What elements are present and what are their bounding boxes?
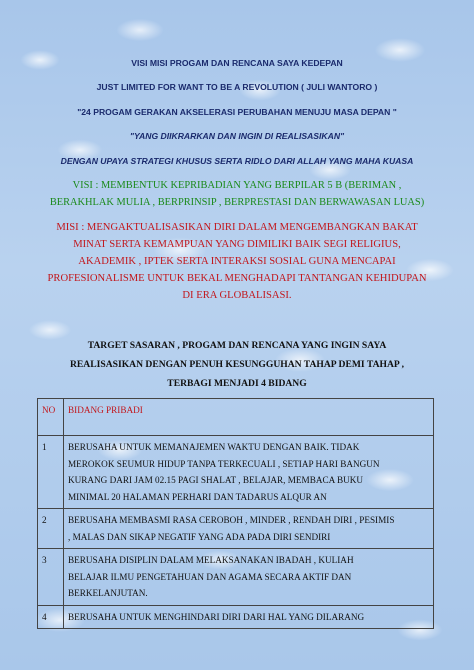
row-text-line: MEROKOK SEUMUR HIDUP TANPA TERKECUALI , SETIAP HARI BANGUN	[68, 458, 380, 469]
header-line-1: VISI MISI PROGAM DAN RENCANA SAYA KEDEPAN	[131, 58, 343, 68]
row-text-line: BERUSAHA UNTUK MENGHINDARI DIRI DARI HAL YANG DILARANG	[68, 611, 365, 622]
misi-line-3: AKADEMIK , IPTEK SERTA INTERAKSI SOSIAL GUNA MENCAPAI	[78, 256, 396, 267]
misi-line-2: MINAT SERTA KEMAMPUAN YANG DIMILIKI BAIK SEGI RELIGIUS,	[73, 239, 401, 250]
header-line-3: "24 PROGAM GERAKAN AKSELERASI PERUBAHAN MENUJU MASA DEPAN "	[77, 107, 397, 117]
row-text-line: BELAJAR ILMU PENGETAHUAN DAN AGAMA SECARA AKTIF DAN	[68, 571, 352, 582]
table-row	[38, 436, 434, 509]
row-text	[64, 509, 434, 549]
misi-line-5: DI ERA GLOBALISASI.	[182, 290, 292, 301]
target-line-2: REALISASIKAN DENGAN PENUH KESUNGGUHAN TAHAP DEMI TAHAP ,	[69, 359, 405, 370]
misi-line-1: MISI : MENGAKTUALISASIKAN DIRI DALAM MENGEMBANGKAN BAKAT	[56, 222, 418, 233]
visi-line-2: BERAKHLAK MULIA , BERPRINSIP , BERPRESTASI DAN BERWAWASAN LUAS)	[49, 197, 425, 208]
row-text-line: BERUSAHA UNTUK MEMANAJEMEN WAKTU DENGAN BAIK. TIDAK	[68, 442, 360, 452]
bidang-table	[37, 398, 434, 629]
row-text	[64, 605, 434, 629]
header-line-4: "YANG DIIKRARKAN DAN INGIN DI REALISASIKAN"	[129, 131, 345, 141]
column-header-no: NO	[38, 399, 64, 436]
row-text-line: BERUSAHA DISIPLIN DALAM MELAKSANAKAN IBADAH , KULIAH	[68, 555, 354, 565]
header-line-2: JUST LIMITED FOR WANT TO BE A REVOLUTION ( JULI WANTORO )	[96, 82, 378, 92]
column-header-bidang: BIDANG PRIBADI	[64, 399, 434, 436]
table-row	[38, 549, 434, 606]
row-text	[64, 436, 434, 509]
table-header-row	[38, 399, 434, 436]
table-row	[38, 605, 434, 629]
row-text-line: , MALAS DAN SIKAP NEGATIF YANG ADA PADA DIRI SENDIRI	[68, 531, 331, 542]
row-text-line: BERUSAHA MEMBASMI RASA CEROBOH , MINDER , RENDAH DIRI , PESIMIS	[68, 515, 395, 525]
row-number: 1	[38, 436, 64, 509]
table-row	[38, 509, 434, 549]
row-number: 3	[38, 549, 64, 606]
row-text	[64, 549, 434, 606]
target-line-1: TARGET SASARAN , PROGAM DAN RENCANA YANG INGIN SAYA	[87, 340, 387, 351]
row-number: 4	[38, 605, 64, 629]
target-line-3: TERBAGI MENJADI 4 BIDANG	[167, 378, 307, 389]
row-text-line: BERKELANJUTAN.	[68, 588, 148, 598]
header-line-5: DENGAN UPAYA STRATEGI KHUSUS SERTA RIDLO DARI ALLAH YANG MAHA KUASA	[60, 156, 414, 166]
visi-line-1: VISI : MEMBENTUK KEPRIBADIAN YANG BERPILAR 5 B (BERIMAN ,	[72, 180, 402, 191]
row-number: 2	[38, 509, 64, 549]
misi-line-4: PROFESIONALISME UNTUK BEKAL MENGHADAPI TANTANGAN KEHIDUPAN	[47, 273, 427, 284]
row-text-line: MINIMAL 20 HALAMAN PERHARI DAN TADARUS ALQUR AN	[68, 491, 327, 502]
row-text-line: KURANG DARI JAM 02.15 PAGI SHALAT , BELAJAR, MEMBACA BUKU	[68, 475, 364, 485]
